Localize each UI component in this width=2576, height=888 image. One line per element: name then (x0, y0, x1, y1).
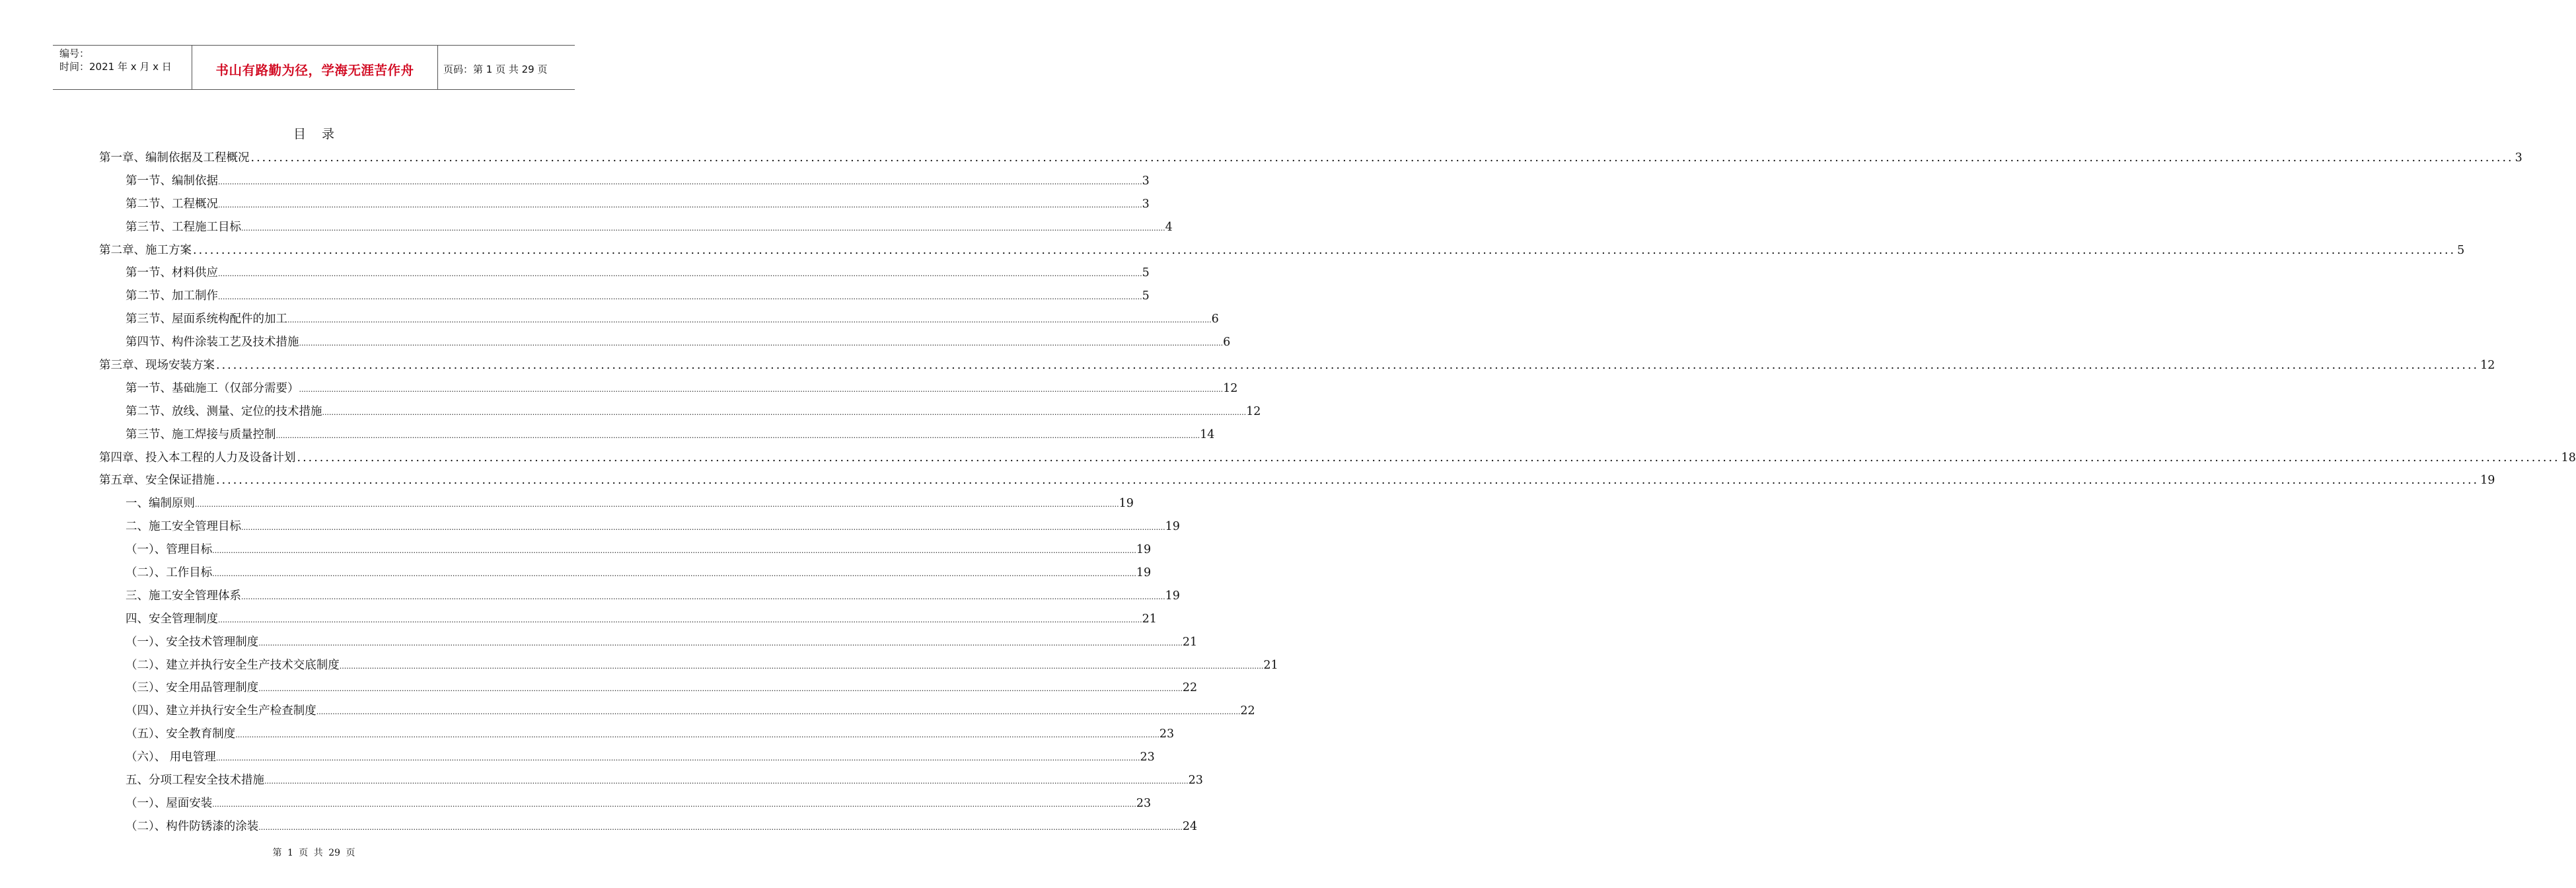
toc-entry-label: 第二节、放线、测量、定位的技术措施 (126, 404, 322, 418)
toc-entry[interactable] (99, 170, 1150, 193)
toc-entry[interactable] (99, 677, 1198, 700)
toc-dot-leader: ................................................................................................................................................................................................................................................................................................................................................................................................................ (212, 799, 1136, 809)
toc-entry-label: （三）、安全用品管理制度 (126, 681, 259, 695)
toc-entry-page: 19 (1119, 497, 1134, 511)
toc-entry-page: 19 (2480, 474, 2495, 488)
toc-entry-label: 五、分项工程安全技术措施 (126, 774, 264, 788)
toc-dot-leader: ................................................................................................................................................................................................................................................................................................................................................................................................................ (212, 570, 1136, 579)
toc-entry-label: （一）、屋面安装 (126, 796, 213, 810)
toc-entry-page: 21 (1263, 658, 1278, 672)
toc-entry-page: 19 (1165, 589, 1180, 603)
toc-dot-leader: ................................................................................................................................................................................................................................................................................................................................................................................................................ (250, 151, 2514, 165)
page-footer: 第 1 页 共 29 页 (272, 848, 355, 858)
toc-dot-leader: ................................................................................................................................................................................................................................................................................................................................................................................................................ (218, 270, 1142, 279)
toc-entry[interactable] (99, 377, 1238, 400)
toc-entry-page: 19 (1165, 520, 1180, 534)
toc-entry[interactable] (99, 515, 1180, 538)
toc-dot-leader: ................................................................................................................................................................................................................................................................................................................................................................................................................ (287, 316, 1212, 325)
toc-entry[interactable] (99, 239, 2465, 262)
toc-entry-label: 第一节、材料供应 (126, 266, 218, 280)
toc-entry-label: 第三节、施工焊接与质量控制 (126, 427, 276, 441)
toc-dot-leader: ................................................................................................................................................................................................................................................................................................................................................................................................................ (241, 592, 1165, 601)
toc-entry[interactable] (99, 285, 1150, 308)
toc-entry-page: 21 (1142, 612, 1157, 626)
toc-entry[interactable] (99, 424, 1215, 447)
toc-entry-page: 18 (2561, 451, 2576, 464)
toc-entry-page: 12 (1246, 404, 1261, 418)
page-header (53, 45, 575, 90)
toc-dot-leader: ................................................................................................................................................................................................................................................................................................................................................................................................................ (241, 523, 1165, 533)
toc-dot-leader: ................................................................................................................................................................................................................................................................................................................................................................................................................ (218, 200, 1142, 209)
toc-dot-leader: ................................................................................................................................................................................................................................................................................................................................................................................................................ (258, 823, 1183, 832)
toc-entry-label: （四）、建立并执行安全生产检查制度 (126, 704, 316, 718)
toc-dot-leader: ................................................................................................................................................................................................................................................................................................................................................................................................................ (258, 684, 1183, 694)
toc-entry-label: 第三节、工程施工目标 (126, 220, 241, 234)
toc-dot-leader: ................................................................................................................................................................................................................................................................................................................................................................................................................ (264, 777, 1189, 786)
toc-entry[interactable] (99, 193, 1150, 216)
toc-entry-label: 第四章、投入本工程的人力及设备计划 (99, 451, 296, 464)
toc-dot-leader: ................................................................................................................................................................................................................................................................................................................................................................................................................ (235, 731, 1159, 740)
toc-dot-leader: ................................................................................................................................................................................................................................................................................................................................................................................................................ (216, 359, 2480, 373)
toc-entry[interactable] (99, 447, 2576, 470)
toc-entry-page: 3 (1142, 174, 1150, 188)
toc-entry-label: 第五章、安全保证措施 (99, 474, 215, 488)
toc-entry-label: 第三节、屋面系统构配件的加工 (126, 313, 287, 326)
toc-entry-page: 4 (1165, 220, 1173, 234)
toc-dot-leader: ................................................................................................................................................................................................................................................................................................................................................................................................................ (218, 293, 1142, 302)
toc-entry[interactable] (99, 631, 1198, 654)
toc-dot-leader: ................................................................................................................................................................................................................................................................................................................................................................................................................ (218, 615, 1142, 624)
toc-entry-label: 第二节、加工制作 (126, 289, 218, 303)
toc-entry-label: 一、编制原则 (126, 497, 195, 511)
toc-entry-page: 12 (2480, 359, 2495, 373)
toc-entry-label: 二、施工安全管理目标 (126, 520, 241, 534)
toc-entry[interactable] (99, 746, 1155, 769)
toc-entry[interactable] (99, 492, 1134, 515)
toc-entry-label: 第二节、工程概况 (126, 197, 218, 211)
document-time: 时间：2021 年 x 月 x 日 (59, 61, 172, 73)
toc-entry-page: 22 (1182, 681, 1198, 695)
toc-entry-label: （一）、管理目标 (126, 543, 213, 557)
toc-entry-label: （二）、构件防锈漆的涂装 (126, 819, 259, 833)
header-motto: 书山有路勤为径，学海无涯苦作舟 (192, 46, 438, 89)
toc-dot-leader: ................................................................................................................................................................................................................................................................................................................................................................................................................ (218, 177, 1142, 186)
toc-entry-label: （二）、工作目标 (126, 566, 213, 580)
toc-entry[interactable] (99, 562, 1152, 585)
toc-entry-label: （五）、安全教育制度 (126, 727, 236, 741)
toc-dot-leader: ................................................................................................................................................................................................................................................................................................................................................................................................................ (212, 546, 1136, 556)
toc-dot-leader: ................................................................................................................................................................................................................................................................................................................................................................................................................ (276, 431, 1200, 440)
table-of-contents (99, 147, 2576, 838)
toc-entry-label: 四、安全管理制度 (126, 612, 218, 626)
toc-entry-page: 23 (1188, 774, 1203, 788)
toc-entry[interactable] (99, 723, 1175, 746)
toc-entry-label: （二）、建立并执行安全生产技术交底制度 (126, 658, 340, 672)
toc-dot-leader: ................................................................................................................................................................................................................................................................................................................................................................................................................ (215, 754, 1140, 763)
toc-dot-leader: ................................................................................................................................................................................................................................................................................................................................................................................................................ (339, 661, 1264, 671)
toc-entry[interactable] (99, 585, 1180, 608)
toc-dot-leader: ................................................................................................................................................................................................................................................................................................................................................................................................................ (258, 638, 1183, 648)
document-number-label: 编号： (59, 48, 90, 59)
toc-entry-label: 第一章、编制依据及工程概况 (99, 151, 250, 165)
toc-entry[interactable] (99, 792, 1152, 815)
toc-entry-page: 23 (1136, 796, 1152, 810)
toc-entry-label: 第一节、基础施工（仅部分需要） (126, 381, 299, 395)
toc-dot-leader: ................................................................................................................................................................................................................................................................................................................................................................................................................ (193, 243, 2456, 257)
toc-dot-leader: ................................................................................................................................................................................................................................................................................................................................................................................................................ (195, 500, 1119, 509)
toc-entry-page: 5 (1142, 266, 1150, 280)
toc-entry-page: 5 (1142, 289, 1150, 303)
toc-dot-leader: ................................................................................................................................................................................................................................................................................................................................................................................................................ (241, 223, 1165, 233)
header-meta (53, 46, 192, 89)
toc-dot-leader: ................................................................................................................................................................................................................................................................................................................................................................................................................ (299, 339, 1224, 348)
toc-entry-page: 6 (1211, 313, 1219, 326)
toc-dot-leader: ................................................................................................................................................................................................................................................................................................................................................................................................................ (216, 474, 2480, 488)
toc-entry-page: 21 (1182, 635, 1198, 649)
toc-dot-leader: ................................................................................................................................................................................................................................................................................................................................................................................................................ (322, 408, 1247, 417)
toc-entry-page: 23 (1140, 751, 1155, 764)
toc-entry[interactable] (99, 308, 1219, 331)
toc-dot-leader: ................................................................................................................................................................................................................................................................................................................................................................................................................ (297, 451, 2560, 464)
toc-entry[interactable] (99, 331, 1231, 354)
toc-entry[interactable] (99, 608, 1157, 631)
toc-entry-label: 第二章、施工方案 (99, 243, 192, 257)
toc-entry[interactable] (99, 400, 1261, 424)
toc-entry-page: 24 (1182, 819, 1198, 833)
toc-entry[interactable] (99, 769, 1203, 792)
toc-entry-page: 19 (1136, 566, 1152, 580)
toc-entry-page: 22 (1240, 704, 1255, 718)
toc-entry-label: （六）、 用电管理 (126, 751, 216, 764)
toc-entry-page: 5 (2457, 243, 2465, 257)
toc-entry-page: 3 (1142, 197, 1150, 211)
toc-entry[interactable] (99, 538, 1152, 562)
toc-entry-page: 19 (1136, 543, 1152, 557)
toc-entry-label: （一）、安全技术管理制度 (126, 635, 259, 649)
header-page-info: 页码：第 1 页 共 29 页 (443, 63, 548, 75)
toc-entry-page: 3 (2515, 151, 2522, 165)
toc-entry[interactable] (99, 654, 1278, 677)
toc-entry-label: 第四节、构件涂装工艺及技术措施 (126, 336, 299, 350)
toc-entry-label: 三、施工安全管理体系 (126, 589, 241, 603)
toc-entry[interactable] (99, 354, 2495, 377)
toc-entry[interactable] (99, 700, 1255, 723)
toc-entry[interactable] (99, 147, 2522, 170)
toc-entry-page: 12 (1223, 381, 1238, 395)
toc-title: 目录 (293, 127, 350, 141)
toc-entry-page: 14 (1200, 427, 1215, 441)
toc-entry[interactable] (99, 469, 2495, 492)
toc-entry-label: 第三章、现场安装方案 (99, 359, 215, 373)
toc-entry-page: 23 (1159, 727, 1175, 741)
toc-entry[interactable] (99, 815, 1198, 838)
toc-entry[interactable] (99, 216, 1173, 239)
toc-entry[interactable] (99, 262, 1150, 285)
toc-dot-leader: ................................................................................................................................................................................................................................................................................................................................................................................................................ (299, 385, 1224, 394)
toc-dot-leader: ................................................................................................................................................................................................................................................................................................................................................................................................................ (316, 708, 1241, 717)
toc-entry-page: 6 (1223, 336, 1231, 350)
toc-entry-label: 第一节、编制依据 (126, 174, 218, 188)
